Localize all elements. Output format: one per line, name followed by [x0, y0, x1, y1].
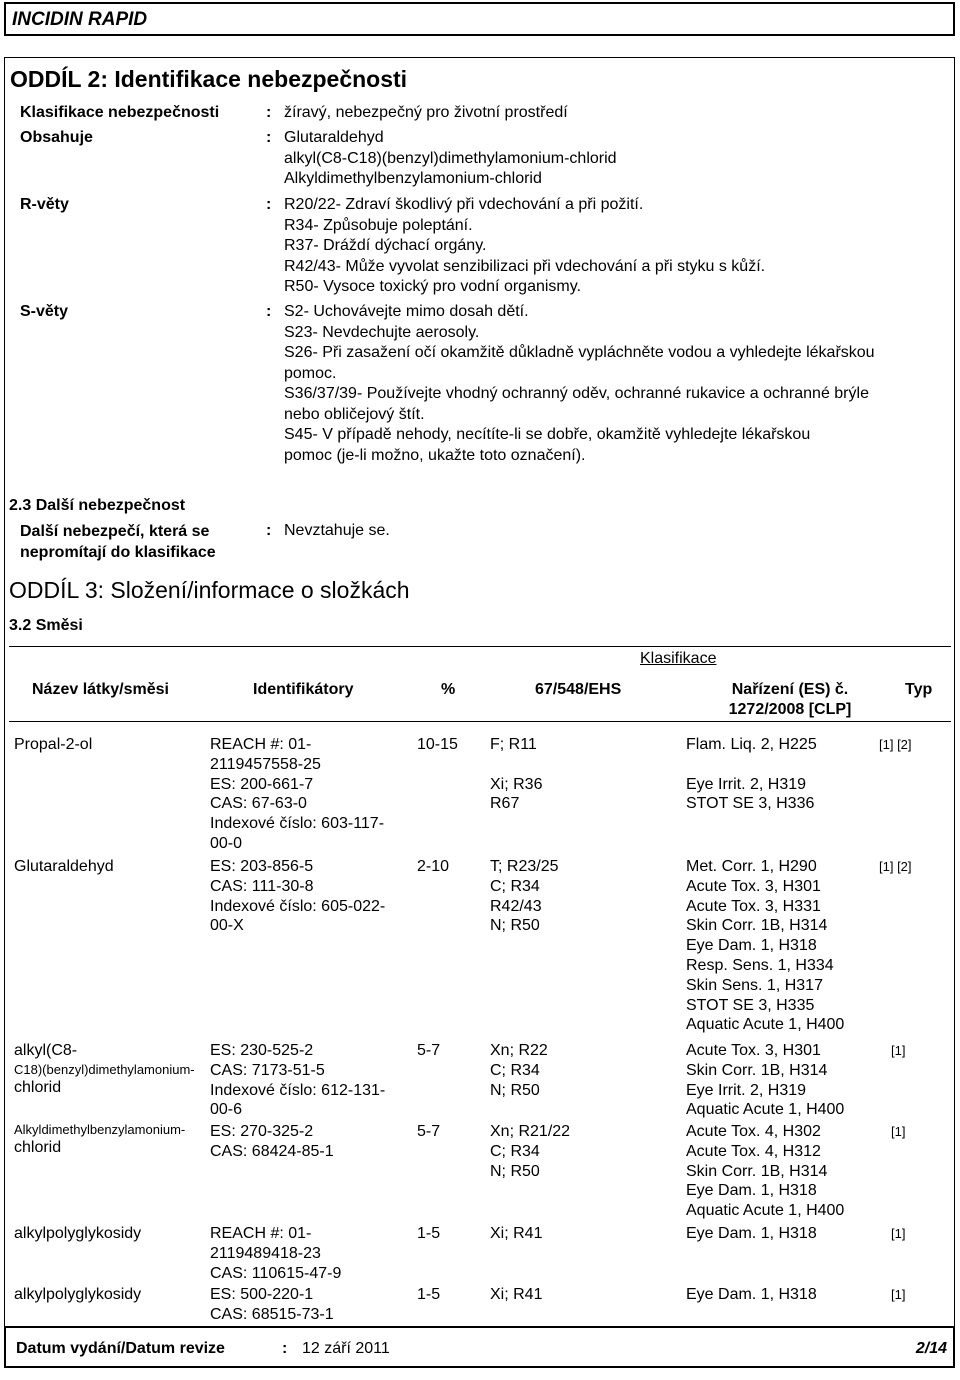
class-line: Aquatic Acute 1, H400 [686, 1101, 845, 1119]
value-line: R20/22- Zdraví škodlivý při vdechování a při požití. [284, 196, 644, 213]
class-line: Skin Sens. 1, H317 [686, 976, 823, 994]
name-line: Propal-2-ol [14, 736, 93, 753]
contains-value [284, 128, 617, 190]
identifier-line: CAS: 68424-85-1 [210, 1142, 334, 1160]
substance-clp-class [686, 1122, 844, 1221]
section-3-title: ODDÍL 3: Složení/informace o složkách [9, 577, 410, 603]
substance-name [14, 1285, 141, 1305]
class-line: N; R50 [490, 917, 540, 935]
hazard-classification-value [284, 103, 568, 124]
class-line: R67 [490, 795, 520, 813]
substance-identifiers [210, 1041, 385, 1120]
value-line: žíravý, nebezpečný pro životní prostředí [284, 104, 568, 121]
substance-clp-class [686, 1224, 817, 1244]
substance-percent: 1-5 [417, 1225, 441, 1242]
document-footer [4, 1326, 955, 1368]
substance-identifiers [210, 1122, 334, 1162]
class-line: Skin Corr. 1B, H314 [686, 917, 828, 935]
s-phrases-value [284, 302, 875, 466]
class-line: Skin Corr. 1B, H314 [686, 1061, 828, 1079]
identifier-line: 2119457558-25 [210, 755, 321, 773]
class-line: Flam. Liq. 2, H225 [686, 736, 817, 753]
value-line: Glutaraldehyd [284, 129, 384, 146]
subsection-2-3-title [9, 496, 185, 516]
substance-percent: 10-15 [417, 736, 458, 753]
subsection-number: 3.2 [9, 617, 32, 634]
substance-name [14, 1041, 195, 1098]
table-top-rule [9, 646, 951, 647]
colon: : [266, 522, 272, 539]
class-line: Aquatic Acute 1, H400 [686, 1202, 845, 1220]
value-line: S36/37/39- Používejte vhodný ochranný oděv, ochranné rukavice a ochranné brýle [284, 385, 869, 402]
identifier-line: Indexové číslo: 612-131- [210, 1081, 386, 1099]
s-phrases-label: S-věty [20, 303, 69, 320]
class-line: Eye Dam. 1, H318 [686, 1182, 817, 1200]
col-header-identifiers: Identifikátory [253, 681, 354, 698]
identifier-line: ES: 500-220-1 [210, 1286, 314, 1303]
substance-name [14, 735, 92, 755]
name-line: alkylpolyglykosidy [14, 1286, 142, 1303]
label-line: nepromítají do klasifikace [20, 544, 216, 561]
identifier-line: CAS: 111-30-8 [210, 877, 314, 895]
substance-identifiers [210, 735, 384, 854]
substance-name [14, 1122, 185, 1158]
class-line: Acute Tox. 3, H301 [686, 1042, 821, 1059]
class-line: Acute Tox. 3, H301 [686, 877, 821, 895]
name-line: Alkyldimethylbenzylamonium- [14, 1122, 186, 1137]
class-line: N; R50 [490, 1081, 540, 1099]
class-line: C; R34 [490, 1061, 540, 1079]
substance-percent: 2-10 [417, 858, 450, 875]
name-line: alkyl(C8- [14, 1042, 78, 1059]
identifier-line: ES: 200-661-7 [210, 775, 314, 793]
substance-type: [1] [891, 1124, 906, 1139]
substance-identifiers [210, 857, 385, 936]
col-header-name: Název látky/směsi [32, 681, 169, 698]
class-line: Skin Corr. 1B, H314 [686, 1162, 828, 1180]
substance-type: [1] [891, 1043, 906, 1058]
class-line: Eye Irrit. 2, H319 [686, 775, 807, 793]
subsection-3-2-title [9, 616, 83, 636]
value-line: nebo obličejový štít. [284, 405, 425, 423]
col-header-67-548: 67/548/EHS [535, 681, 622, 698]
class-line: Met. Corr. 1, H290 [686, 858, 817, 875]
identifier-line: CAS: 110615-47-9 [210, 1264, 342, 1282]
substance-identifiers [210, 1285, 334, 1325]
identifier-line: REACH #: 01- [210, 1225, 312, 1242]
class-line: Eye Dam. 1, H318 [686, 1225, 817, 1242]
r-phrases-label: R-věty [20, 196, 69, 213]
value-line: Alkyldimethylbenzylamonium-chlorid [284, 170, 542, 187]
value-line: R34- Způsobuje poleptání. [284, 216, 473, 234]
r-phrases-value [284, 195, 765, 298]
table-header-rule [9, 721, 951, 722]
name-line: chlorid [14, 1139, 62, 1156]
identifier-line: REACH #: 01- [210, 736, 312, 753]
substance-type: [1] [2] [879, 737, 912, 752]
class-line: Eye Dam. 1, H318 [686, 1286, 817, 1303]
value-line: S45- V případě nehody, necítíte-li se dobře, okamžitě vyhledejte lékařskou [284, 426, 811, 443]
substance-67-548-class [490, 1224, 542, 1244]
substance-clp-class [686, 1041, 844, 1120]
class-line: C; R34 [490, 877, 540, 895]
value-line: R50- Vysoce toxický pro vodní organismy. [284, 278, 582, 295]
colon: : [266, 196, 272, 213]
name-line: Glutaraldehyd [14, 858, 114, 875]
value-line: R42/43- Může vyvolat senzibilizaci při vdechování a při styku s kůží. [284, 257, 766, 275]
col-header-clp [710, 680, 870, 720]
value-line: S2- Uchovávejte mimo dosah dětí. [284, 303, 529, 320]
class-line: Acute Tox. 4, H312 [686, 1142, 821, 1160]
class-line: F; R11 [490, 736, 537, 753]
subsection-name: Směsi [35, 617, 83, 634]
identifier-line: CAS: 68515-73-1 [210, 1305, 334, 1323]
value-line: pomoc (je-li možno, ukažte toto označení). [284, 446, 586, 464]
class-line: T; R23/25 [490, 858, 559, 875]
substance-percent: 5-7 [417, 1123, 441, 1140]
revision-date-label: Datum vydání/Datum revize [16, 1340, 225, 1357]
identifier-line: Indexové číslo: 605-022- [210, 897, 386, 915]
col-header-percent: % [441, 681, 456, 698]
class-line: Aquatic Acute 1, H400 [686, 1016, 845, 1034]
class-line: R42/43 [490, 897, 542, 915]
substance-percent: 1-5 [417, 1286, 441, 1303]
substance-67-548-class [490, 735, 542, 814]
label-line: Další nebezpečí, která se [20, 523, 210, 540]
identifier-line: ES: 270-325-2 [210, 1123, 314, 1140]
page-number: 2/14 [915, 1340, 947, 1357]
identifier-line: 00-6 [210, 1101, 243, 1119]
identifier-line: Indexové číslo: 603-117- [210, 815, 385, 833]
name-line: chlorid [14, 1078, 62, 1096]
name-line: C18)(benzyl)dimethylamonium- [14, 1061, 195, 1077]
class-line: Xn; R21/22 [490, 1123, 571, 1140]
value-line: R37- Dráždí dýchací orgány. [284, 237, 487, 254]
colon: : [266, 104, 272, 121]
identifier-line: CAS: 67-63-0 [210, 795, 307, 813]
class-line: C; R34 [490, 1142, 540, 1160]
class-line: Acute Tox. 4, H302 [686, 1123, 821, 1140]
class-line: Eye Dam. 1, H318 [686, 937, 817, 955]
classification-group-header: Klasifikace [640, 650, 717, 667]
name-line: alkylpolyglykosidy [14, 1225, 142, 1242]
class-line: Eye Irrit. 2, H319 [686, 1081, 807, 1099]
substance-name [14, 1224, 141, 1244]
identifier-line: 2119489418-23 [210, 1244, 321, 1262]
class-line: Resp. Sens. 1, H334 [686, 956, 834, 974]
class-line: Xi; R41 [490, 1286, 543, 1303]
class-line: Xi; R36 [490, 775, 543, 793]
substance-clp-class [686, 735, 817, 814]
substance-67-548-class [490, 1041, 548, 1100]
colon: : [266, 303, 272, 320]
class-line: STOT SE 3, H336 [686, 795, 815, 813]
subsection-name: Další nebezpečnost [35, 497, 186, 514]
class-line: STOT SE 3, H335 [686, 996, 815, 1014]
class-line: Xn; R22 [490, 1042, 548, 1059]
substance-percent: 5-7 [417, 1042, 441, 1059]
other-hazards-value: Nevztahuje se. [284, 522, 390, 539]
contains-label: Obsahuje [20, 129, 93, 146]
document-header [4, 2, 955, 36]
value-line: pomoc. [284, 364, 337, 382]
header-line: 1272/2008 [CLP] [728, 701, 852, 718]
other-hazards-label [20, 521, 216, 563]
substance-identifiers [210, 1224, 341, 1283]
header-line: Nařízení (ES) č. [731, 681, 849, 698]
identifier-line: 00-0 [210, 834, 243, 852]
colon: : [282, 1340, 288, 1357]
identifier-line: ES: 203-856-5 [210, 858, 314, 875]
revision-date-value: 12 září 2011 [302, 1340, 390, 1357]
class-line [686, 755, 817, 775]
substance-clp-class [686, 857, 844, 1035]
subsection-number: 2.3 [9, 497, 32, 514]
substance-clp-class [686, 1285, 817, 1305]
identifier-line: ES: 230-525-2 [210, 1042, 314, 1059]
class-line [490, 755, 542, 775]
substance-type: [1] [891, 1287, 906, 1302]
substance-67-548-class [490, 1285, 542, 1305]
identifier-line: CAS: 7173-51-5 [210, 1061, 325, 1079]
substance-67-548-class [490, 1122, 570, 1181]
value-line: alkyl(C8-C18)(benzyl)dimethylamonium-chlorid [284, 149, 617, 167]
colon: : [266, 129, 272, 146]
class-line: Acute Tox. 3, H331 [686, 897, 821, 915]
value-line: S23- Nevdechujte aerosoly. [284, 323, 480, 341]
col-header-type: Typ [905, 681, 933, 698]
section-2-title: ODDÍL 2: Identifikace nebezpečnosti [10, 66, 408, 92]
hazard-classification-label: Klasifikace nebezpečnosti [20, 104, 220, 121]
substance-type: [1] [891, 1226, 906, 1241]
class-line: Xi; R41 [490, 1225, 543, 1242]
substance-67-548-class [490, 857, 558, 936]
value-line: S26- Při zasažení očí okamžitě důkladně vypláchněte vodou a vyhledejte lékařskou [284, 344, 875, 361]
class-line: N; R50 [490, 1162, 540, 1180]
substance-name [14, 857, 114, 877]
product-name: INCIDIN RAPID [12, 9, 148, 30]
substance-type: [1] [2] [879, 859, 912, 874]
identifier-line: 00-X [210, 917, 244, 935]
